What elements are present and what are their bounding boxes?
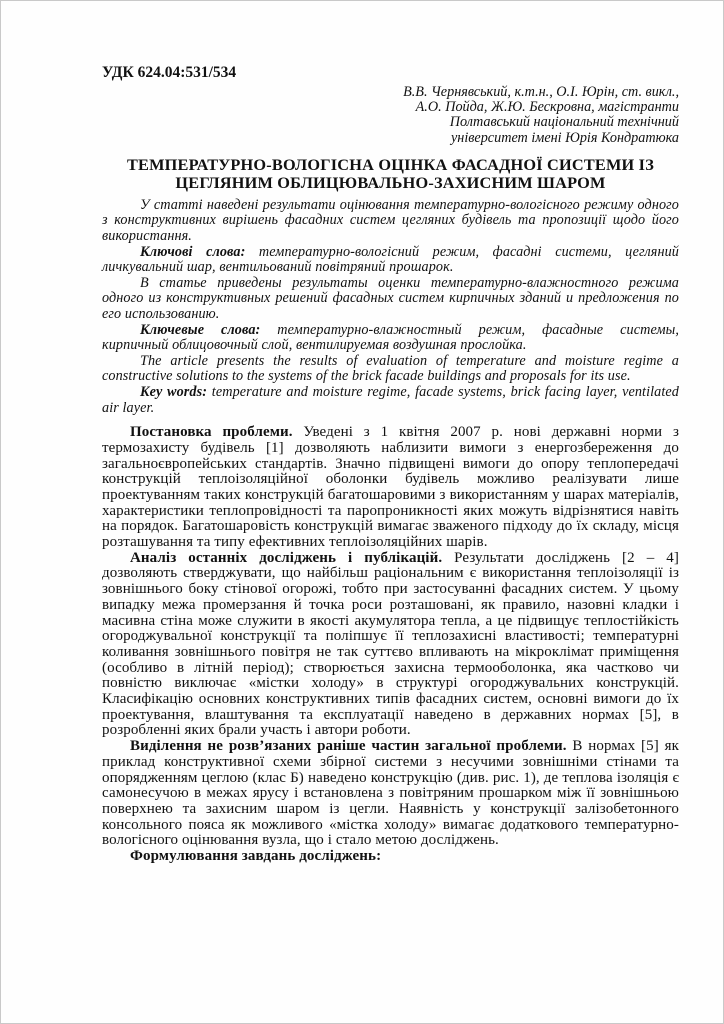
section-problem-statement: [102, 425, 679, 551]
authors-block: [102, 85, 679, 146]
keywords-ru-list: температурно-влажностный режим, фасадные системы, кирпичный облицовочный слой, вентилируемая воздушная прослойка.: [102, 321, 679, 354]
section-text: В нормах [5] як приклад конструктивної схеми збірної системи з несучими зовнішніми стінами та опорядженням цеглою (клас Б) наведено конструкцію (див. рис. 1), де теплова ізоляція є самонесучою в межах ярусу і встановлена з повітряним прошарком між її зовнішньою поверхнею та захисним шаром із цегли. Наявність у конструкції залізобетонного консольного пояса як можливого «містка холоду» вимагає додаткового температурно-вологісного оцінювання вузла, що і стало метою досліджень.: [102, 738, 679, 849]
keywords-uk-list: температурно-вологісний режим, фасадні системи, цегляний личкувальний шар, вентильований повітряний прошарок.: [102, 243, 679, 276]
author-line: А.О. Пойда, Ж.Ю. Бескровна, магістранти: [415, 99, 679, 116]
section-heading: Аналіз останніх досліджень і публікацій.: [130, 549, 443, 566]
keywords-ru: [102, 323, 679, 354]
keywords-en: [102, 385, 679, 416]
section-task-formulation: [102, 849, 679, 865]
article-body: [102, 425, 679, 865]
keywords-ru-label: Ключевые слова:: [140, 321, 261, 338]
section-recent-research: [102, 551, 679, 739]
abstract-en: The article presents the results of evaluation of temperature and moisture regime a constructive solutions to the systems of the brick facade buildings and proposals for its use.: [102, 352, 679, 385]
section-heading: Постановка проблеми.: [130, 424, 293, 441]
keywords-en-list: temperature and moisture regime, facade systems, brick facing layer, ventilated air layer.: [102, 383, 680, 416]
section-unsolved-parts: [102, 739, 679, 849]
affiliation-line: університет імені Юрія Кондратюка: [450, 129, 679, 146]
affiliation-line: Полтавський національний технічний: [449, 114, 679, 131]
abstract-block: [102, 198, 679, 416]
keywords-en-label: Key words:: [140, 383, 208, 400]
author-line: В.В. Чернявський, к.т.н., О.І. Юрін, ст. викл.,: [403, 84, 679, 100]
paper-title-line: ЦЕГЛЯНИМ ОБЛИЦЮВАЛЬНО-ЗАХИСНИМ ШАРОМ: [175, 172, 606, 192]
section-text: Уведені з 1 квітня 2007 р. нові державні норми з термозахисту будівель [1] дозволяють наблизити вимоги з енергозбереження до загальноєвропейських стандартів. Значно підвищені вимоги до опору теплопередачі конструкцій теплоізоляційної оболонки будівель можливо реалізувати лише проектуванням таких конструкцій багатошаровими з використанням у шарах матеріалів, характеристики теплопровідності та паропроникності яких можуть відрізнятися навіть на порядок. Багатошаровість конструкцій вимагає зваженого підходу до їх складу, місця розташування та типу ефективних теплоізоляційних шарів.: [102, 424, 679, 551]
section-heading: Формулювання завдань досліджень:: [130, 848, 382, 865]
keywords-uk-label: Ключові слова:: [140, 243, 246, 260]
paper-title: [102, 156, 679, 192]
udc-code: УДК 624.04:531/534: [102, 64, 237, 81]
paper-title-line: ТЕМПЕРАТУРНО-ВОЛОГІСНА ОЦІНКА ФАСАДНОЇ СИСТЕМИ ІЗ: [127, 154, 654, 174]
abstract-ru: В статье приведены результаты оценки температурно-влажностного режима одного из конструктивных решений фасадных систем кирпичных зданий и предложения по его использованию.: [102, 274, 679, 322]
abstract-uk: У статті наведені результати оцінювання температурно-вологісного режиму одного з конструктивних вирішень фасадних систем цегляних будівель та пропозиції щодо його використання.: [102, 196, 679, 244]
section-heading: Виділення не розв’язаних раніше частин загальної проблеми.: [130, 738, 567, 755]
keywords-uk: [102, 245, 679, 276]
section-text: Результати досліджень [2 – 4] дозволяють стверджувати, що найбільш раціональним є використання теплоізоляції із зовнішнього боку стінової огорожі, тобто при застосуванні фасадних систем. У цьому випадку межа промерзання й точка роси розташовані, як правило, назовні кладки і масивна стіна може служити в якості акумулятора тепла, а це підвищує теплостійкість огороджувальної конструкції та поліпшує її теплозахисні властивості; температурні коливання зовнішнього повітря не так суттєво впливають на мікроклімат приміщення (особливо в літній період); створюється захисна термооболонка, яка частково чи повністю виключає «містки холоду» в структурі огороджувальних конструкцій. Класифікацію основних конструктивних типів фасадних систем, основні вимоги до їх проектування, влаштування та експлуатації наведено в державних нормах [5], в розробленні яких брали участь і автори роботи.: [102, 549, 679, 739]
